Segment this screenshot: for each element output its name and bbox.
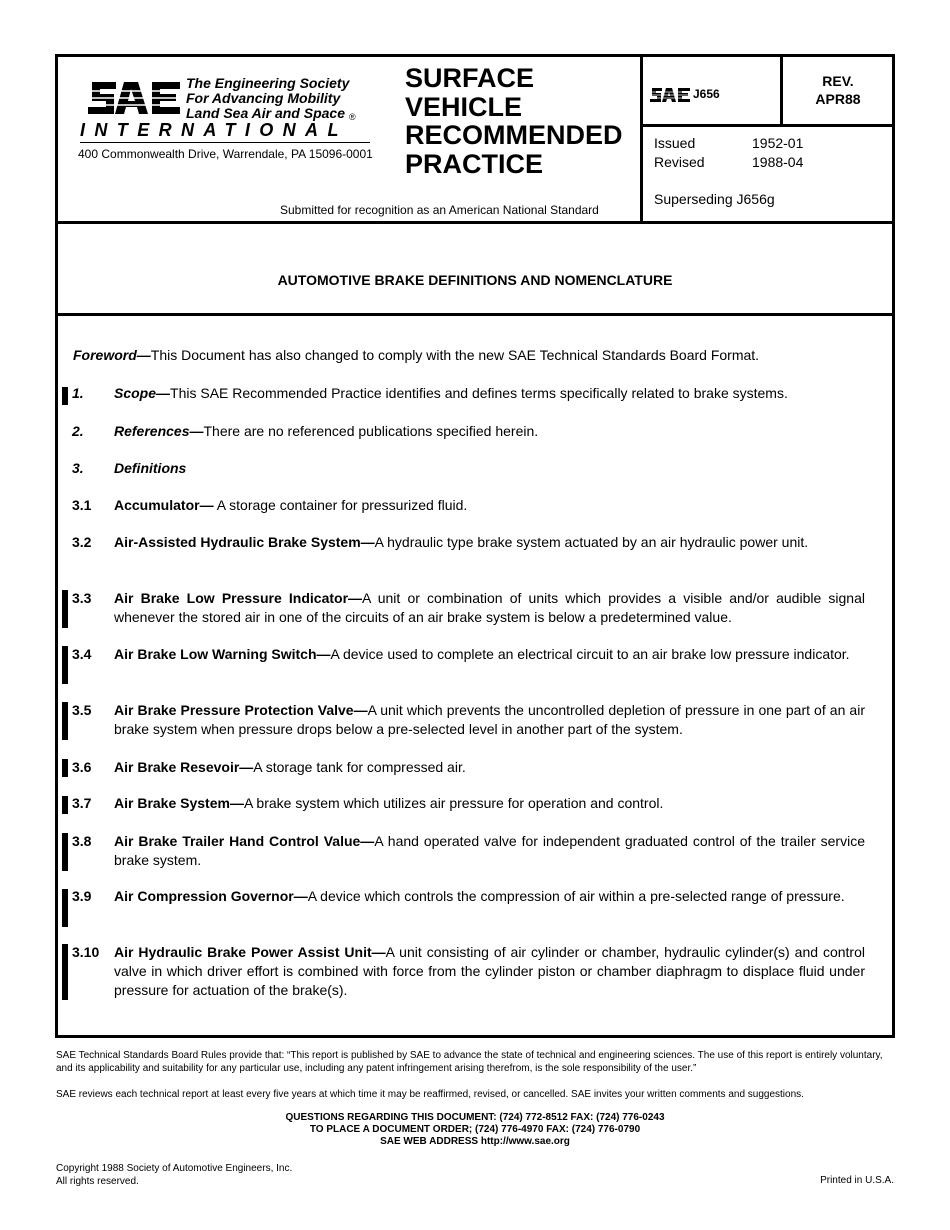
header-vertical-divider — [640, 54, 643, 224]
definition-item: 3.1 Accumulator— A storage container for pressurized fluid. — [72, 497, 468, 513]
copyright: Copyright 1988 Society of Automotive Engineers, Inc. All rights reserved. — [56, 1163, 293, 1187]
international-wordmark: INTERNATIONAL — [80, 120, 348, 140]
standards-board-rules: SAE Technical Standards Board Rules provide that: “This report is published by SAE to advance the state of technical and engineering sciences. The use of this report is entirely voluntary, and its applicability and suitability for any particular use, including any patent infringement arising therefrom, is the sole responsibility of the user.” — [56, 1050, 883, 1074]
number-divider — [640, 124, 895, 127]
web-address-line: SAE WEB ADDRESS http://www.sae.org — [380, 1136, 570, 1147]
document-title: AUTOMOTIVE BRAKE DEFINITIONS AND NOMENCLATURE — [277, 272, 673, 288]
definition-item: 3.2 Air-Assisted Hydraulic Brake System—A hydraulic type brake system actuated by an air hydraulic power unit. — [72, 534, 809, 550]
superseding-note: Superseding J656g — [654, 191, 775, 207]
change-bar — [62, 889, 68, 927]
change-bar — [62, 759, 68, 777]
sae-small-logo-icon — [650, 85, 692, 105]
section-definitions: 3. Definitions — [72, 460, 187, 476]
review-note: SAE reviews each technical report at least every five years at which time it may be reaffirmed, revised, or cancelled. SAE invites your written comments and suggestions. — [56, 1089, 804, 1100]
header-divider — [55, 221, 895, 224]
title-divider — [55, 313, 895, 316]
revision-label: REV. — [822, 73, 854, 89]
change-bar — [62, 796, 68, 814]
contact-block — [55, 1112, 895, 1148]
definition-item: 3.10 Air Hydraulic Brake Power Assist Unit—A unit consisting of air cylinder or chamber, hydraulic cylinder(s) and control valve in which driver effort is combined with force from the cylinder piston or chamber diaphragm to displace fluid under pressure for actuation of the brake(s). — [72, 944, 865, 998]
definition-item: 3.9 Air Compression Governor—A device which controls the compression of air within a pre-selected range of pressure. — [72, 888, 845, 904]
change-bar — [62, 646, 68, 684]
order-line: TO PLACE A DOCUMENT ORDER; (724) 776-4970 FAX: (724) 776-0790 — [309, 1124, 641, 1135]
sae-tagline: The Engineering Society For Advancing Mobility Land Sea Air and Space — [186, 75, 350, 121]
change-bar — [62, 387, 68, 405]
sae-address: 400 Commonwealth Drive, Warrendale, PA 15096-0001 — [78, 147, 373, 161]
submitted-note: Submitted for recognition as an American National Standard — [280, 203, 599, 217]
printed-in: Printed in U.S.A. — [820, 1175, 894, 1186]
section-scope: 1. Scope—This SAE Recommended Practice identifies and defines terms specifically related to brake systems. — [72, 385, 788, 401]
registered-mark: ® — [349, 112, 356, 122]
sae-logo-icon — [86, 74, 182, 122]
change-bar — [62, 590, 68, 628]
change-bar — [62, 833, 68, 871]
definition-item: 3.5 Air Brake Pressure Protection Valve—A unit which prevents the uncontrolled depletion of pressure in one part of an air brake system when pressure drops below a pre-selected level in another part of the system. — [72, 702, 865, 737]
document-number: J656 — [693, 87, 720, 101]
revision-box — [782, 72, 894, 108]
definition-item: 3.7 Air Brake System—A brake system which utilizes air pressure for operation and control. — [72, 795, 664, 811]
document-type: SURFACE VEHICLE RECOMMENDED PRACTICE — [405, 63, 623, 179]
questions-line: QUESTIONS REGARDING THIS DOCUMENT: (724) 772-8512 FAX: (724) 776-0243 — [285, 1112, 665, 1123]
foreword: Foreword—This Document has also changed to comply with the new SAE Technical Standards Board Format. — [73, 347, 760, 363]
revision-value: APR88 — [815, 91, 861, 107]
address-rule — [80, 142, 370, 143]
section-references: 2. References—There are no referenced publications specified herein. — [72, 423, 539, 439]
revised-row: Revised 1988-04 — [654, 154, 804, 170]
issued-row: Issued 1952-01 — [654, 135, 804, 151]
definition-item: 3.4 Air Brake Low Warning Switch—A device used to complete an electrical circuit to an air brake low pressure indicator. — [72, 646, 850, 662]
change-bar — [62, 702, 68, 740]
definition-item: 3.8 Air Brake Trailer Hand Control Value—A hand operated valve for independent graduated control of the trailer service brake system. — [72, 833, 865, 868]
definition-item: 3.6 Air Brake Resevoir—A storage tank for compressed air. — [72, 759, 466, 775]
change-bar — [62, 944, 68, 1000]
definition-item: 3.3 Air Brake Low Pressure Indicator—A unit or combination of units which provides a visible and/or audible signal whenever the stored air in one of the circuits of an air brake system is below a predetermined value. — [72, 590, 865, 625]
